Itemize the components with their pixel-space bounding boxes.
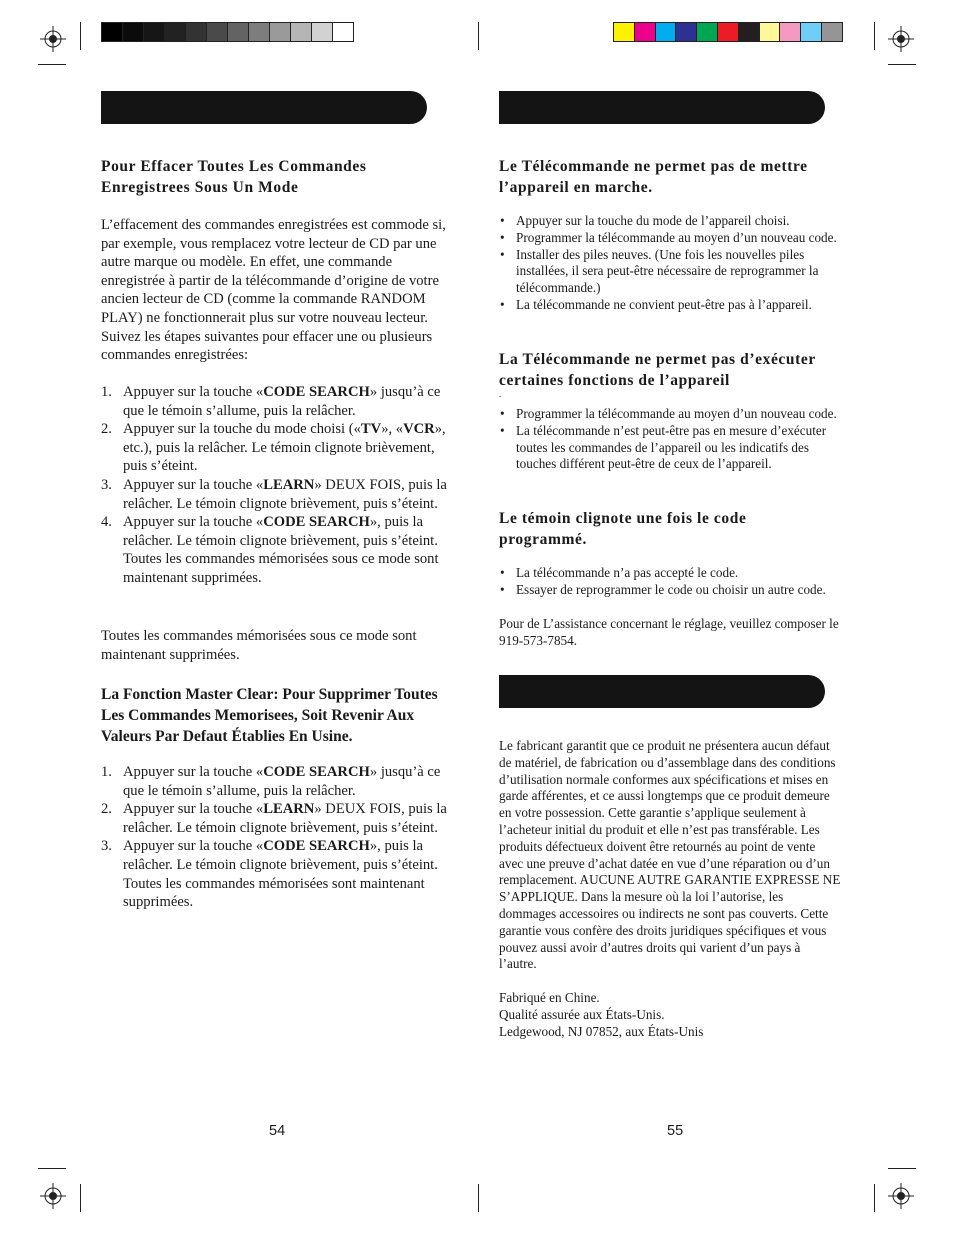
color-swatch: [206, 22, 228, 42]
origin-block: [499, 990, 844, 1040]
step-item: [101, 476, 455, 513]
registration-mark-icon: [40, 1183, 66, 1209]
step-number: 1.: [101, 764, 112, 780]
step-item: [101, 420, 455, 476]
color-swatch: [675, 22, 697, 42]
crop-mark: [38, 1168, 66, 1169]
key-name: CODE SEARCH: [263, 514, 370, 531]
crop-mark: [874, 1184, 875, 1212]
assistance-text: Pour de L’assistance concernant le réglage, veuillez composer le 919-573-7854.: [499, 616, 839, 648]
color-swatch: [269, 22, 291, 42]
key-name: LEARN: [263, 476, 315, 493]
step-text: » jusqu’à ce que le témoin s’allume, puis la relâcher.: [123, 384, 441, 419]
step-number: 2.: [101, 421, 112, 438]
key-name: TV: [360, 421, 382, 438]
list-item: • La télécommande n’a pas accepté le code.: [500, 565, 739, 580]
color-swatch: [122, 22, 144, 42]
color-swatch: [613, 22, 635, 42]
origin-line: Qualité assurée aux États-Unis.: [499, 1006, 665, 1022]
step-text: », puis la relâcher. Le témoin clignote brièvement, puis s’éteint. Toutes les commandes mémorisées sont maintenant supprimées.: [123, 838, 438, 911]
list-item: • Installer des piles neuves. (Une fois les nouvelles piles installées, il sera peut-être nécessaire de reprogrammer la télécommande.): [500, 246, 819, 296]
crop-mark: [478, 22, 479, 50]
master-clear-steps: [101, 763, 455, 912]
color-swatch: [311, 22, 333, 42]
step-number: 4.: [101, 514, 112, 531]
crop-mark: [888, 1168, 916, 1169]
step-text: Appuyer sur la touche «: [123, 764, 264, 780]
process-color-bar: [613, 22, 842, 44]
section-header-bar-left: [101, 91, 427, 124]
step-text: Appuyer sur la touche «: [123, 384, 264, 400]
crop-mark: [478, 1184, 479, 1212]
registration-mark-icon: [40, 26, 66, 52]
key-name: CODE SEARCH: [263, 764, 370, 780]
crop-mark: [80, 22, 81, 50]
registration-mark-icon: [888, 26, 914, 52]
page-number-left: 54: [269, 1123, 286, 1139]
section-heading-clear-mode: Pour Effacer Toutes Les Commandes Enregistrees Sous Un Mode: [101, 158, 367, 196]
crop-mark: [888, 64, 916, 65]
color-swatch: [248, 22, 270, 42]
step-text: » jusqu’à ce que le témoin s’allume, puis la relâcher.: [123, 764, 441, 799]
color-swatch: [185, 22, 207, 42]
list-item: • La télécommande n’est peut-être pas en mesure d’exécuter toutes les commandes de l’appareil ou les indicatifs des touches différent peut-être de ceux de l’appareil.: [500, 422, 827, 472]
color-swatch: [759, 22, 781, 42]
section-header-bar-troubleshooting: [499, 91, 825, 124]
grayscale-color-bar: [101, 22, 353, 44]
step-item: [101, 763, 455, 800]
origin-line: Ledgewood, NJ 07852, aux États-Unis: [499, 1023, 704, 1039]
trouble-list-power: [499, 213, 844, 314]
color-swatch: [101, 22, 123, 42]
stray-mark: .: [499, 389, 502, 399]
step-number: 1.: [101, 384, 112, 400]
crop-mark: [80, 1184, 81, 1212]
key-name: VCR: [403, 421, 435, 438]
step-text: Appuyer sur la touche «: [123, 476, 264, 493]
color-swatch: [821, 22, 843, 42]
color-swatch: [655, 22, 677, 42]
color-swatch: [332, 22, 354, 42]
list-item: • Essayer de reprogrammer le code ou choisir un autre code.: [500, 581, 826, 597]
step-item: [101, 383, 455, 420]
step-text: », etc.), puis la relâcher. Le témoin clignote brièvement, puis s’éteint.: [123, 421, 446, 475]
step-text: », «: [381, 421, 404, 438]
color-swatch: [779, 22, 801, 42]
step-text: », puis la relâcher. Le témoin clignote brièvement, puis s’éteint. Toutes les commandes mémorisées sous ce mode sont maintenant supprimées.: [123, 514, 439, 586]
section-header-bar-warranty: [499, 675, 825, 708]
step-number: 3.: [101, 838, 112, 855]
clear-mode-steps: [101, 383, 455, 588]
key-name: LEARN: [263, 801, 315, 818]
trouble-heading-functions: La Télécommande ne permet pas d’exécuter certaines fonctions de l’appareil: [499, 351, 816, 389]
trouble-heading-blink: Le témoin clignote une fois le code programmé.: [499, 510, 747, 548]
trouble-heading-power: Le Télécommande ne permet pas de mettre l’appareil en marche.: [499, 158, 808, 196]
color-swatch: [164, 22, 186, 42]
step-text: Appuyer sur la touche «: [123, 838, 264, 855]
color-swatch: [738, 22, 760, 42]
outro-paragraph: Toutes les commandes mémorisées sous ce mode sont maintenant supprimées.: [101, 628, 417, 663]
step-text: Appuyer sur la touche «: [123, 801, 264, 818]
section-heading-master-clear: La Fonction Master Clear: Pour Supprimer Toutes Les Commandes Memorisees, Soit Revenir Aux Valeurs Par Defaut Établies En Usine.: [101, 686, 438, 745]
color-swatch: [634, 22, 656, 42]
step-item: [101, 800, 455, 837]
color-swatch: [696, 22, 718, 42]
intro-paragraph: L’effacement des commandes enregistrées est commode si, par exemple, vous remplacez votre lecteur de CD par une autre marque ou modèle. En effet, une commande enregistrée à partir de la télécommande d’origine de votre ancien lecteur de CD (comme la commande RANDOM PLAY) ne fonctionnerait plus sur votre nouveau lecteur. Suivez les étapes suivantes pour effacer une ou plusieurs commandes enregistrées:: [101, 217, 446, 364]
step-number: 3.: [101, 476, 112, 493]
crop-mark: [874, 22, 875, 50]
trouble-list-blink: [499, 565, 859, 599]
list-item: • Programmer la télécommande au moyen d’un nouveau code.: [500, 229, 837, 245]
color-swatch: [717, 22, 739, 42]
list-item: • La télécommande ne convient peut-être pas à l’appareil.: [500, 296, 812, 312]
step-text: Appuyer sur la touche «: [123, 514, 264, 531]
key-name: CODE SEARCH: [263, 838, 370, 855]
registration-mark-icon: [888, 1183, 914, 1209]
crop-mark: [38, 64, 66, 65]
key-name: CODE SEARCH: [263, 384, 370, 400]
warranty-text: Le fabricant garantit que ce produit ne présentera aucun défaut de matériel, de fabrication ou d’assemblage dans des conditions d’utilisation normale conformes aux spécifications et mises en garde afférentes, et ce aussi longtemps que ce produit demeure en votre possession. Cette garantie s’applique seulement à l’acheteur initial du produit et elle n’est pas transférable. Les produits défectueux doivent être retournés au point de vente avec une preuve d’achat datée en vue d’une réparation ou d’un remplacement. AUCUNE AUTRE GARANTIE EXPRESSE NE S’APPLIQUE. Dans la mesure où la loi l’autorise, les dommages accessoires ou indirects ne sont pas couverts. Cette garantie vous confère des droits juridiques spécifiques et vous pouvez aussi avoir d’autres droits qui varient d’un pays à l’autre.: [499, 738, 841, 972]
list-item: • Programmer la télécommande au moyen d’un nouveau code.: [500, 406, 837, 421]
color-swatch: [143, 22, 165, 42]
step-number: 2.: [101, 801, 112, 818]
step-item: [101, 837, 455, 911]
color-swatch: [800, 22, 822, 42]
list-item: • Appuyer sur la touche du mode de l’appareil choisi.: [500, 213, 790, 228]
color-swatch: [227, 22, 249, 42]
step-text: » DEUX FOIS, puis la relâcher. Le témoin clignote brièvement, puis s’éteint.: [123, 801, 447, 836]
trouble-list-functions: [499, 406, 844, 473]
step-item: [101, 513, 455, 587]
origin-line: Fabriqué en Chine.: [499, 990, 600, 1005]
page-number-right: 55: [667, 1123, 684, 1139]
step-text: » DEUX FOIS, puis la relâcher. Le témoin clignote brièvement, puis s’éteint.: [123, 476, 447, 512]
step-text: Appuyer sur la touche du mode choisi («: [123, 421, 361, 438]
color-swatch: [290, 22, 312, 42]
